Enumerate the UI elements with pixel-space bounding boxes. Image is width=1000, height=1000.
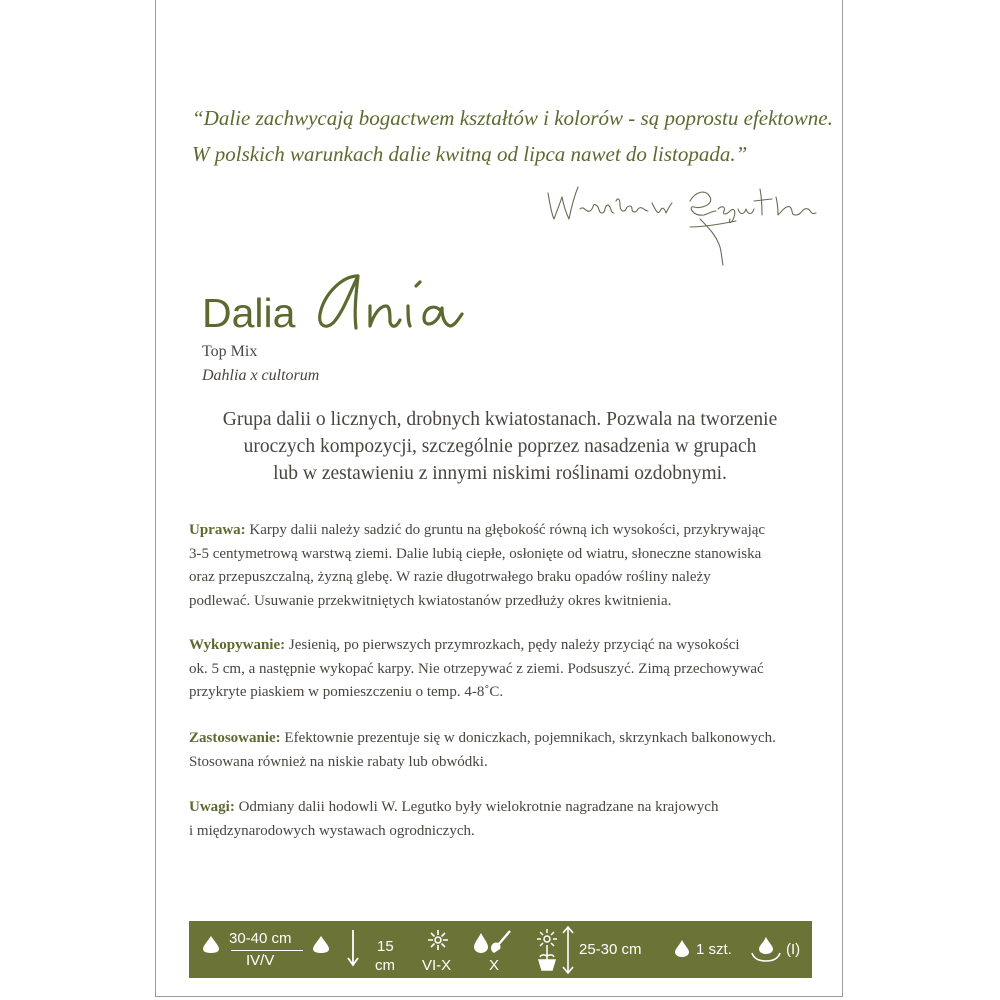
depth-value: 15 — [377, 938, 394, 955]
section-wykopywanie — [189, 634, 839, 705]
lifting-month: X — [489, 957, 500, 974]
planting-time: IV/V — [246, 952, 275, 969]
section-label: Uprawa: — [189, 522, 246, 538]
quote-line-1: “Dalie zachwycają bogactwem kształtów i kolorów - są poprostu efektowne. — [192, 106, 833, 130]
section-label: Wykopywanie: — [189, 637, 286, 653]
section-text: Karpy dalii należy sadzić do gruntu na głębokość równą ich wysokości, przykrywając — [245, 522, 766, 538]
intro-line-2: uroczych kompozycji, szczególnie poprzez nasadzenia w grupach — [243, 436, 757, 457]
divider — [231, 950, 303, 951]
height-value: 25-30 cm — [579, 941, 642, 958]
section-uwagi — [189, 796, 839, 843]
depth-unit: cm — [375, 957, 395, 974]
down-arrow-icon — [346, 928, 360, 968]
tuber-icon — [311, 934, 331, 954]
flowering-months: VI-X — [422, 957, 452, 974]
spacing-value: 30-40 cm — [229, 930, 292, 947]
tuber-in-soil-icon — [749, 935, 783, 963]
signature — [540, 175, 830, 275]
tuber-shovel-icon — [472, 929, 516, 955]
latin-name: Dahlia x cultorum — [202, 367, 320, 384]
section-text: oraz przepuszczalną, żyzną glebę. W razie długotrwałego braku opadów rośliny należy — [189, 569, 711, 585]
section-text: przykryte piaskiem w pomieszczeniu o temp. 4-8˚C. — [189, 684, 504, 700]
tuber-icon — [201, 934, 221, 954]
intro-line-3: lub w zestawieniu z innymi niskimi roślinami ozdobnymi. — [273, 463, 727, 484]
section-uprawa — [189, 519, 839, 613]
section-zastosowanie — [189, 727, 839, 774]
quote-line-2: W polskich warunkach dalie kwitną od lipca nawet do listopada.” — [192, 142, 748, 166]
section-label: Uwagi: — [189, 799, 235, 815]
section-text: Odmiany dalii hodowli W. Legutko były wielokrotnie nagradzane na krajowych — [234, 799, 719, 815]
quote — [192, 100, 832, 172]
info-bar — [189, 921, 812, 978]
intro-line-1: Grupa dalii o licznych, drobnych kwiatostanach. Pozwala na tworzenie — [222, 409, 778, 430]
section-text: podlewać. Usuwanie przekwitniętych kwiatostanów przedłuży okres kwitnienia. — [189, 592, 672, 609]
section-text: i międzynarodowych wystawach ogrodniczych. — [189, 822, 475, 839]
flower-icon — [427, 929, 449, 951]
section-text: 3-5 centymetrową warstwą ziemi. Dalie lubią ciepłe, osłonięte od wiatru, słoneczne stanowiska — [189, 545, 762, 562]
product-subtitle: Top Mix — [202, 343, 258, 360]
flower-pot-icon — [534, 928, 560, 972]
category-value: (I) — [786, 941, 801, 958]
section-text: Jesienią, po pierwszych przymrozkach, pędy należy przyciąć na wysokości — [285, 637, 740, 653]
section-label: Zastosowanie: — [189, 730, 281, 746]
genus-name: Dalia — [202, 290, 296, 336]
height-arrow-icon — [562, 926, 574, 974]
section-text: Efektownie prezentuje się w doniczkach, pojemnikach, skrzynkach balkonowych. — [280, 730, 776, 746]
section-text: ok. 5 cm, a następnie wykopać karpy. Nie otrzepywać z ziemi. Podsuszyć. Zimą przechowywać — [189, 660, 764, 677]
tuber-icon — [673, 938, 691, 958]
variety-script-logo — [312, 262, 472, 342]
quantity-value: 1 szt. — [696, 941, 732, 958]
section-text: Stosowana również na niskie rabaty lub obwódki. — [189, 753, 488, 770]
signature-image — [540, 175, 830, 270]
intro-text — [180, 406, 820, 487]
